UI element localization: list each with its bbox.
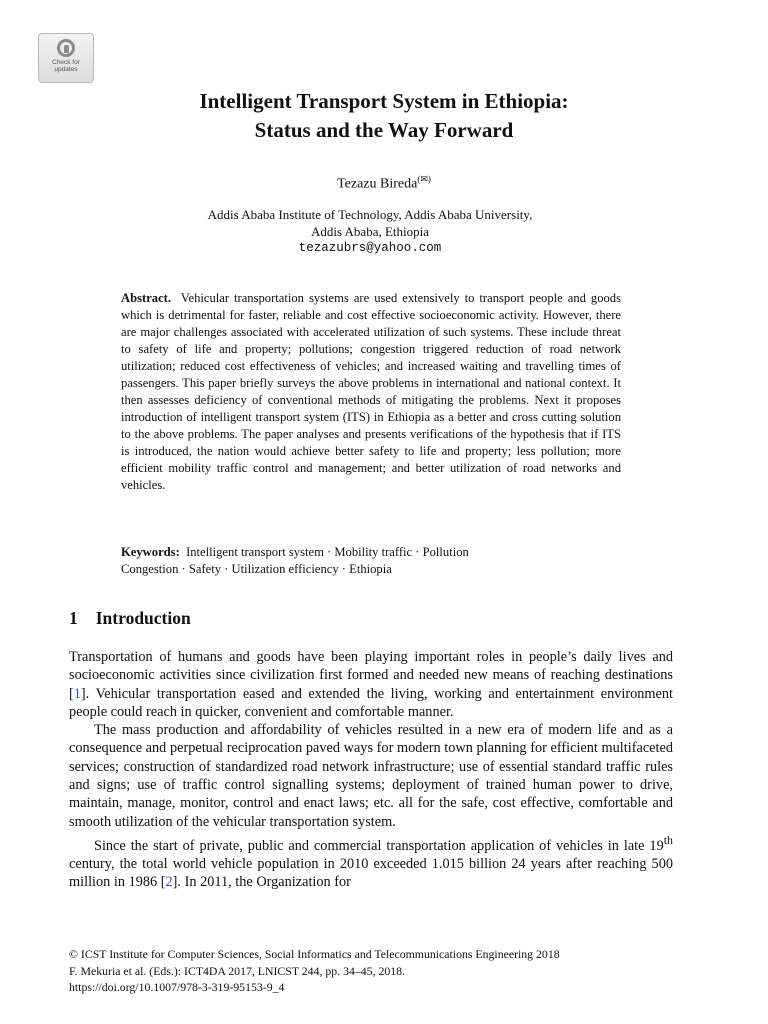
section-number: 1 <box>69 608 78 628</box>
author-name: Tezazu Bireda <box>337 176 418 192</box>
author-email[interactable]: tezazubrs@yahoo.com <box>298 241 442 255</box>
paragraph-3: Since the start of private, public and commercial transportation application of vehicles in late 19th century, the total world vehicle population in 2010 exceeded 1.015 billion 24 years after reaching 500 million in 1986 [2]. In 2011, the Organization for <box>69 832 673 891</box>
email-mark-icon: (✉) <box>417 174 431 184</box>
badge-line1: Check for <box>52 59 80 66</box>
check-for-updates-badge[interactable] <box>38 33 94 83</box>
copyright-footer <box>69 946 709 996</box>
affiliation-line1: Addis Ababa Institute of Technology, Addis Ababa University, <box>207 207 533 222</box>
title-line1: Intelligent Transport System in Ethiopia: <box>199 89 569 113</box>
badge-line2: updates <box>54 66 78 73</box>
section-heading <box>69 608 191 629</box>
paragraph-2: The mass production and affordability of vehicles resulted in a new era of modern life and as a consequence and perpetual reciprocation paved ways for modern town planning for efficient multifaceted services; construction of standardized road network infrastructure; use of essential standard traffic rules and signs; use of traffic control signalling systems; deployment of trained human power to drive, maintain, manage, monitor, control and enact laws; etc. all for the safe, cost effective, comfortable and smooth utilization of the vehicular transportation system. <box>69 722 673 830</box>
abstract-text: Vehicular transportation systems are used extensively to transport people and goods which is detrimental for faster, reliable and cost effective socioeconomic activity. However, there are major challenges associated with accelerated utilization of such systems. These include threat to safety of life and property; pollutions; congestion triggered reduction of road network utilization; reduced cost effectiveness of vehicles; and increased waiting and travelling times of passengers. This paper briefly surveys the above problems in international and national context. It then assesses deficiency of conventional methods of mitigating the problems. Next it proposes introduction of intelligent transport system (ITS) in Ethiopia as a better and cross cutting solution to the above problems. The paper analyses and presents verifications of the hypothesis that if ITS is introduced, the nation would achieve better safety to life and property; less pollution; more efficient mobility traffic control and management; and better utilization of road networks and vehicles. <box>121 291 621 492</box>
paper-title <box>0 87 768 145</box>
footer-doi[interactable]: https://doi.org/10.1007/978-3-319-95153-9_4 <box>69 980 285 994</box>
citation-link-1[interactable]: 1 <box>73 685 81 702</box>
keywords <box>121 544 641 578</box>
footer-line2: F. Mekuria et al. (Eds.): ICT4DA 2017, LNICST 244, pp. 34–45, 2018. <box>69 963 406 978</box>
keywords-line1: Intelligent transport system · Mobility traffic · Pollution <box>186 545 469 559</box>
title-line2: Status and the Way Forward <box>254 118 514 142</box>
keywords-label: Keywords: <box>121 545 180 559</box>
author <box>0 174 768 193</box>
abstract-label: Abstract. <box>121 291 172 305</box>
affiliation <box>0 206 740 257</box>
paragraph-1: Transportation of humans and goods have been playing important roles in people’s daily lives and socioeconomic activities since civilization first formed and needed new means of reaching destinations [1]. Vehicular transportation eased and extended the living, working and entertainment environment people could reach in quicker, convenient and comfortable manner. <box>69 649 673 720</box>
abstract <box>121 290 621 494</box>
keywords-line2: Congestion · Safety · Utilization efficiency · Ethiopia <box>121 562 392 576</box>
update-icon <box>57 39 75 57</box>
affiliation-line2: Addis Ababa, Ethiopia <box>310 224 430 239</box>
section-title: Introduction <box>95 608 191 628</box>
body-text <box>69 648 673 892</box>
citation-link-2[interactable]: 2 <box>165 874 173 891</box>
footer-line1: © ICST Institute for Computer Sciences, Social Informatics and Telecommunications Engineering 2018 <box>69 947 560 961</box>
